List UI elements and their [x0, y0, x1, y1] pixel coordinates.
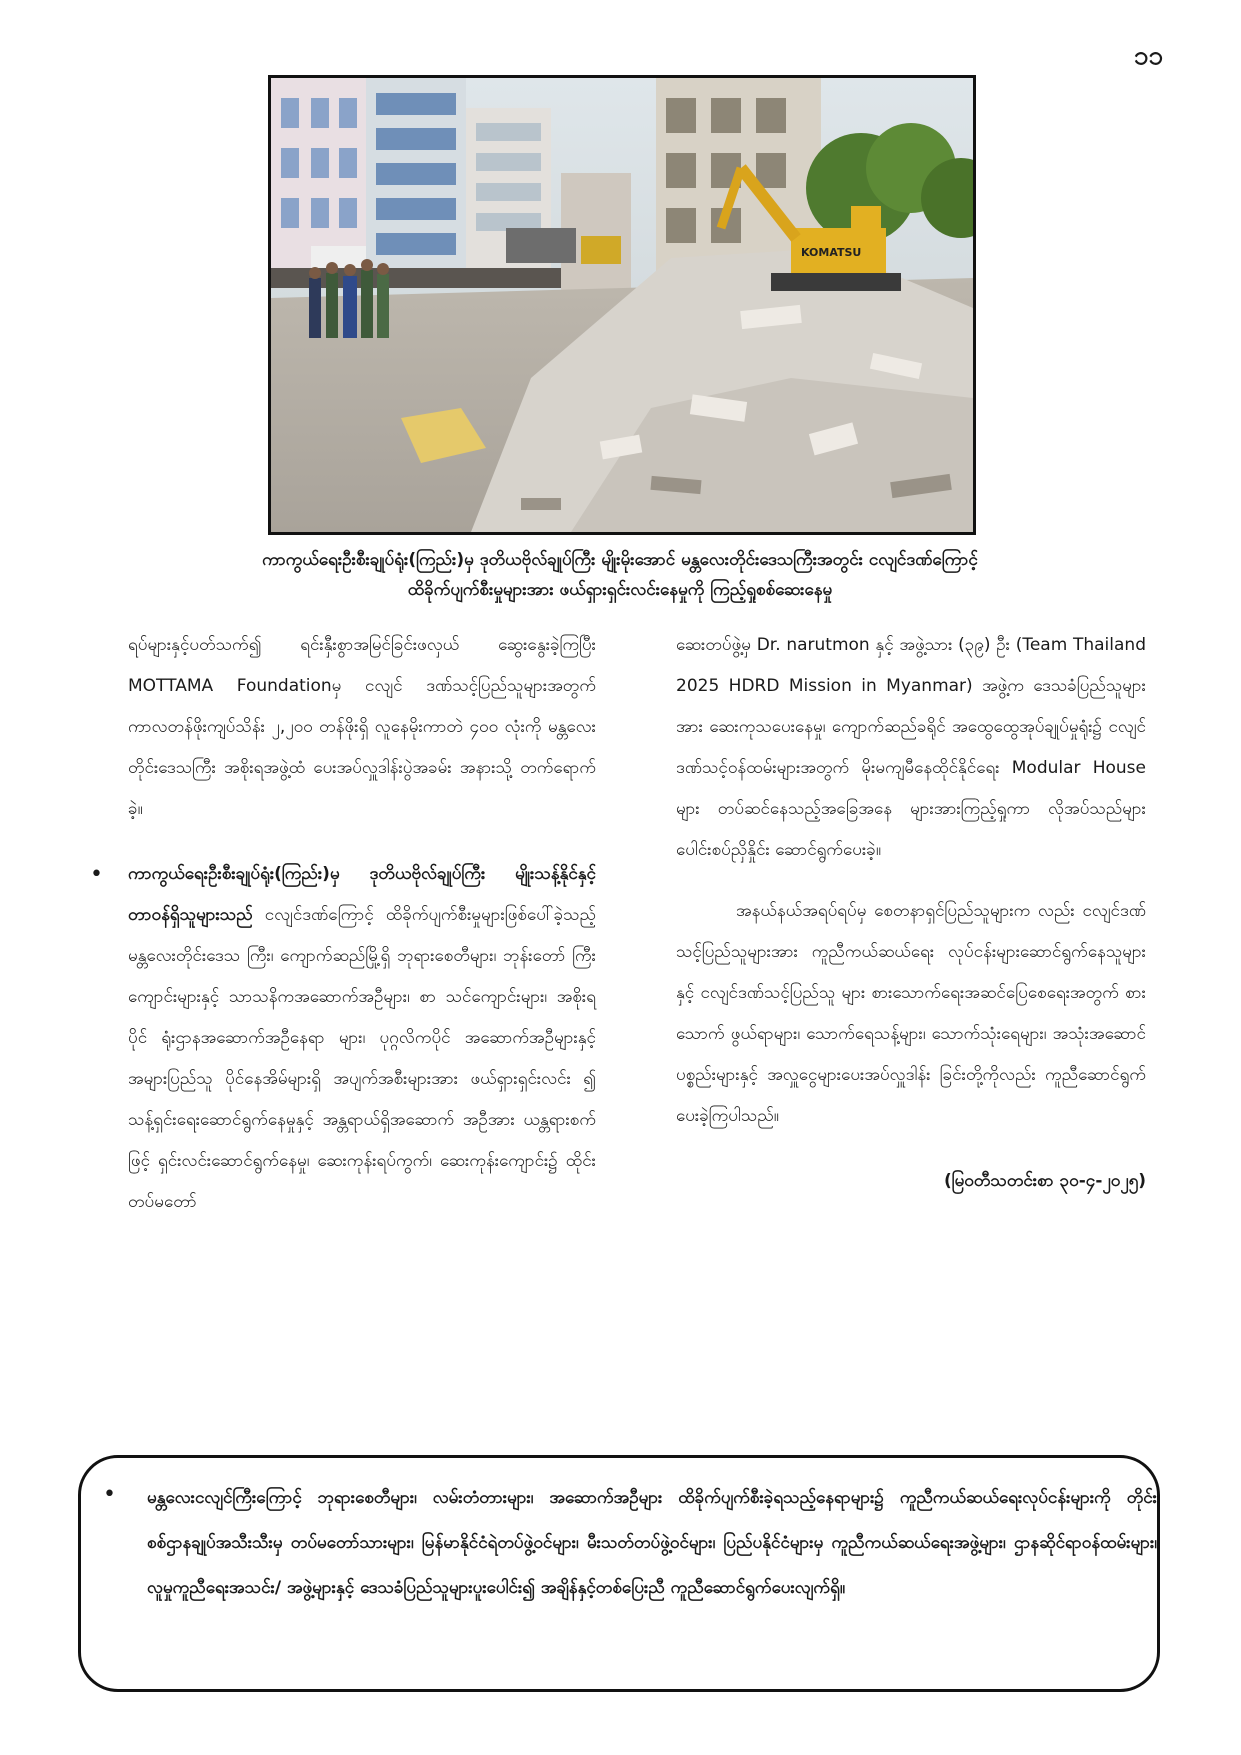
left-paragraph-1: ရပ်များနှင့်ပတ်သက်၍ ရင်းနှီးစွာအမြင်ခြင်းဖလှယ် ဆွေးနွေးခဲ့ကြပြီး MOTTAMA Foundationမှ ငလျင် ဒဏ်သင့်ပြည်သူများအတွက် ကာလတန်ဖိုးကျပ်သိန်း ၂,၂၀၀ တန်ဖိုးရှိ လူနေမိုးကာတဲ ၄၀၀ လုံးကို မန္တလေး တိုင်းဒေသကြီး အစိုးရအဖွဲ့ထံ ပေးအပ်လှူဒါန်းပွဲအခမ်း အနားသို့ တက်ရောက်ခဲ့။: [128, 635, 596, 819]
loader: [581, 236, 621, 264]
bullet-body-text: ငလျင်ဒဏ်ကြောင့် ထိခိုက်ပျက်စီးမှုများဖြစ်ပေါ်ခဲ့သည့် မန္တလေးတိုင်းဒေသ ကြီး၊ ကျောက်ဆည်မြို့ရှိ ဘုရားစေတီများ၊ ဘုန်းတော် ကြီးကျောင်းများနှင့် သာသနိကအဆောက်အဦများ၊ စာ သင်ကျောင်းများ၊ အစိုးရပိုင် ရုံးဌာနအဆောက်အဦနေရာ များ၊ ပုဂ္ဂလိကပိုင် အဆောက်အဦများနှင့် အများပြည်သူ ပိုင်နေအိမ်များရှိ အပျက်အစီးများအား ဖယ်ရှားရှင်းလင်း ၍ သန့်ရှင်းရေးဆောင်ရွက်နေမှုနှင့် အန္တရာယ်ရှိအဆောက် အဦအား ယန္တရားစက်ဖြင့် ရှင်းလင်းဆောင်ရွက်နေမှု၊ ဆေးကုန်းရပ်ကွက်၊ ဆေးကုန်းကျောင်း၌ ထိုင်းတပ်မတော်: [128, 905, 596, 1212]
bullet-icon: •: [90, 862, 103, 887]
bullet-bold-lead: ကာကွယ်ရေးဦးစီးချုပ်ရုံး(ကြည်း)မှ ဒုတိယဗိုလ်ချုပ်ကြီး မျိုးသန့်နိုင်နှင့် တာဝန်ရှိသူများသည်: [128, 864, 596, 925]
source-citation: (မြဝတီသတင်းစာ ၃၀-၄-၂၀၂၅): [943, 1171, 1146, 1191]
page-number: ၁၁: [1133, 41, 1163, 71]
rubble-scene-image: [271, 78, 973, 532]
bullet-paragraph: [90, 854, 596, 1223]
excavator-brand-label: KOMATSU: [801, 246, 862, 259]
right-paragraph-2: အနယ်နယ်အရပ်ရပ်မှ စေတနာရှင်ပြည်သူများက လည်း ငလျင်ဒဏ်သင့်ပြည်သူများအား ကူညီကယ်ဆယ်ရေး လုပ်ငန်းများဆောင်ရွက်နေသူများနှင့် ငလျင်ဒဏ်သင့်ပြည်သူ များ စားသောက်ရေးအဆင်ပြေစေရေးအတွက် စားသောက် ဖွယ်ရာများ၊ သောက်ရေသန့်များ၊ သောက်သုံးရေများ၊ အသုံးအဆောင်ပစ္စည်းများနှင့် အလှူငွေများပေးအပ်လှူဒါန်း ခြင်းတို့ကိုလည်း ကူညီဆောင်ရွက်ပေးခဲ့ကြပါသည်။: [676, 901, 1146, 1126]
caption-line-2: ထိခိုက်ပျက်စီးမှုများအား ဖယ်ရှားရှင်းလင်းနေမှုကို ကြည့်ရှုစစ်ဆေးနေမှု: [407, 580, 833, 600]
left-column: [90, 625, 596, 1223]
summary-text: မန္တလေးငလျင်ကြီးကြောင့် ဘုရားစေတီများ၊ လမ်းတံတားများ၊ အဆောက်အဦများ ထိခိုက်ပျက်စီးခဲ့ရသည့်နေရာများ၌ ကူညီကယ်ဆယ်ရေးလုပ်ငန်းများကို တိုင်းစစ်ဌာနချုပ်အသီးသီးမှ တပ်မတော်သားများ၊ မြန်မာနိုင်ငံရဲတပ်ဖွဲ့ဝင်များ၊ မီးသတ်တပ်ဖွဲ့ဝင်များ၊ ပြည်ပနိုင်ငံများမှ ကူညီကယ်ဆယ်ရေးအဖွဲ့များ၊ ဌာနဆိုင်ရာဝန်ထမ်းများ၊ လူမှုကူညီရေးအသင်း/ အဖွဲ့များနှင့် ဒေသခံပြည်သူများပူးပေါင်း၍ အချိန်နှင့်တစ်ပြေးညီ ကူညီဆောင်ရွက်ပေးလျက်ရှိ။: [147, 1488, 1157, 1598]
summary-box: [78, 1455, 1160, 1692]
bullet-icon: •: [103, 1482, 116, 1507]
news-photo: [268, 75, 976, 535]
caption-line-1: ကာကွယ်ရေးဦးစီးချုပ်ရုံး(ကြည်း)မှ ဒုတိယဗိုလ်ချုပ်ကြီး မျိုးမိုးအောင် မန္တလေးတိုင်းဒေသကြီးအတွင်း ငလျင်ဒဏ်ကြောင့်: [262, 550, 978, 570]
right-paragraph-1: ဆေးတပ်ဖွဲ့မှ Dr. narutmon နှင့် အဖွဲ့သား (၃၉) ဦး (Team Thailand 2025 HDRD Mission in Myanmar) အဖွဲ့က ဒေသခံပြည်သူများအား ဆေးကုသပေးနေမှု၊ ကျောက်ဆည်ခရိုင် အထွေထွေအုပ်ချုပ်မှုရုံး၌ ငလျင် ဒဏ်သင့်ဝန်ထမ်းများအတွက် မိုးမကျမီနေထိုင်နိုင်ရေး Modular House များ တပ်ဆင်နေသည့်အခြေအနေ များအားကြည့်ရှုကာ လိုအပ်သည်များပေါင်းစပ်ညှိနှိုင်း ဆောင်ရွက်ပေးခဲ့။: [676, 635, 1146, 860]
van: [311, 246, 366, 268]
photo-caption: [120, 545, 1120, 605]
truck: [506, 228, 576, 263]
right-column: [676, 625, 1146, 1202]
